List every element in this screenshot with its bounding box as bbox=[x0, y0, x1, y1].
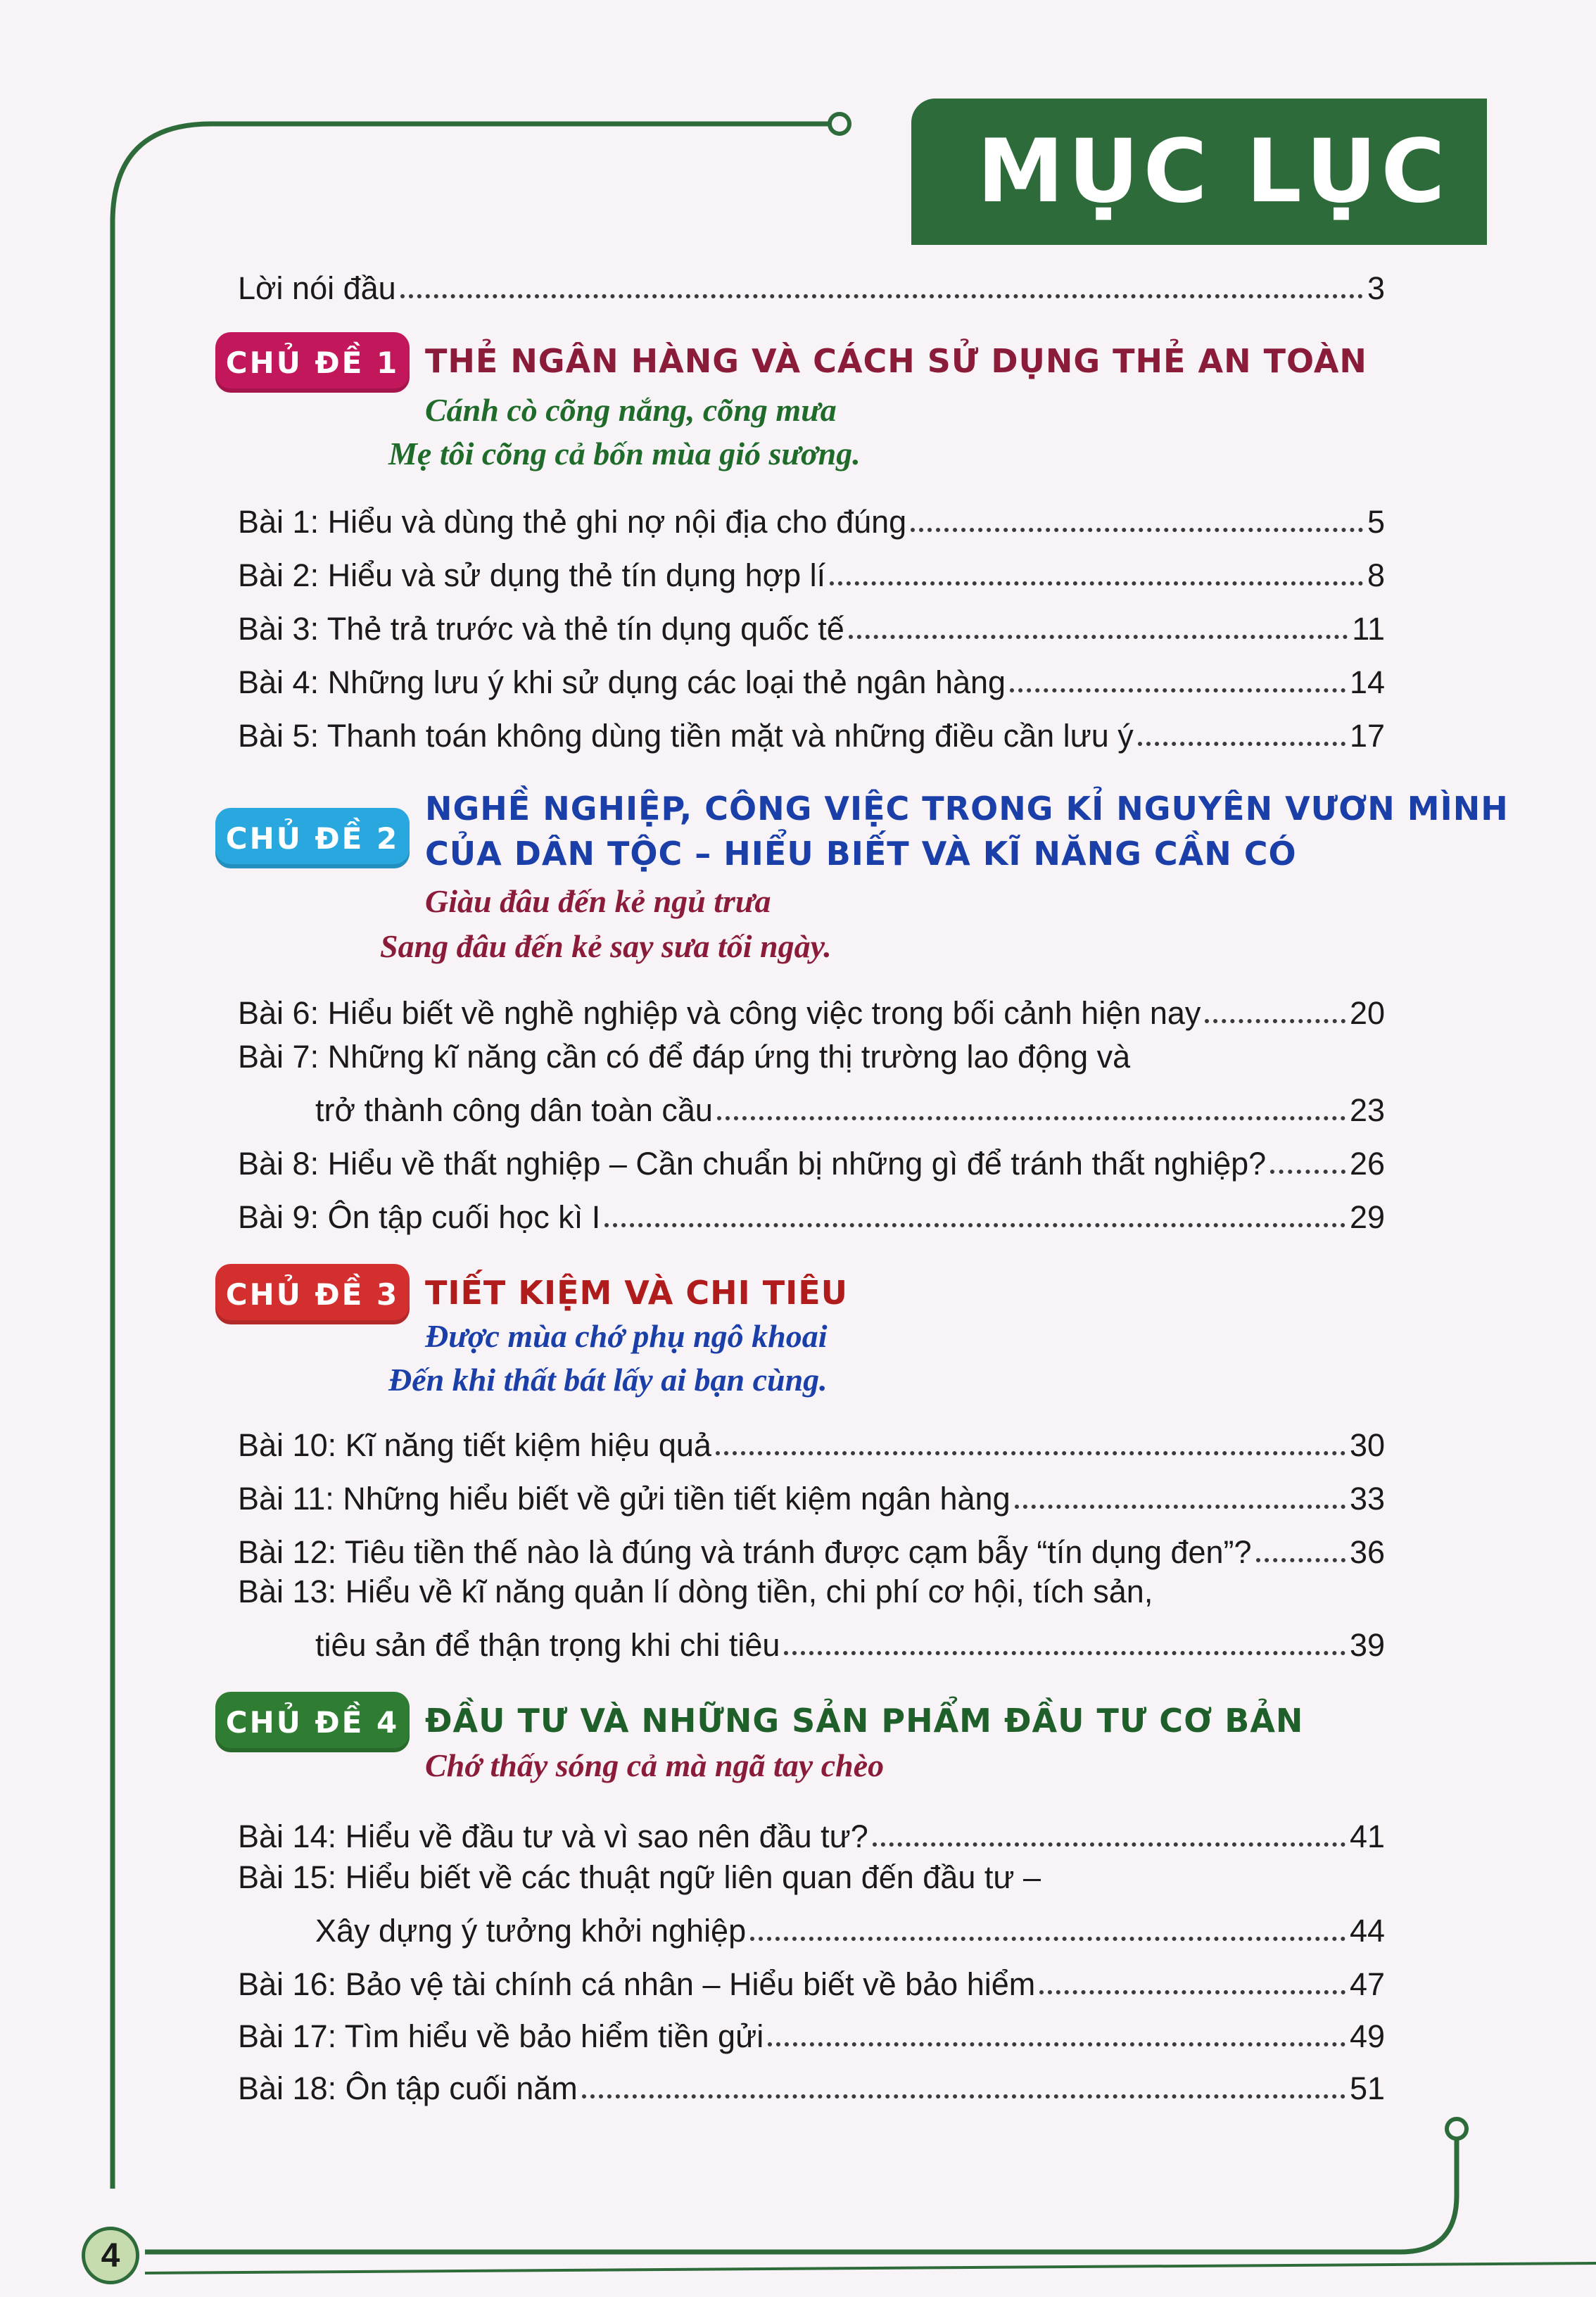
header-title-tab bbox=[911, 99, 1487, 245]
leader-dots bbox=[1010, 688, 1345, 692]
toc-entry-lesson-1[interactable] bbox=[238, 488, 1385, 538]
leader-dots bbox=[1039, 1990, 1345, 1994]
leader-dots bbox=[1205, 1019, 1345, 1023]
toc-entry-lesson-17[interactable] bbox=[238, 2003, 1385, 2052]
toc-entry-page: 3 bbox=[1367, 270, 1385, 306]
toc-entry-page: 39 bbox=[1349, 1627, 1385, 1663]
toc-entry-page: 51 bbox=[1349, 2070, 1385, 2106]
toc-entry-lesson-8[interactable] bbox=[238, 1130, 1385, 1182]
toc-entry-text: Bài 8: Hiểu về thất nghiệp – Cần chuẩn bị những gì để tránh thất nghiệp? bbox=[238, 1146, 1267, 1182]
toc-entry-page: 30 bbox=[1349, 1427, 1385, 1463]
toc-entry-text: Lời nói đầu bbox=[238, 270, 396, 306]
toc-entry-lesson-13[interactable]: Bài 13: Hiểu về kĩ năng quản lí dòng tiền, chi phí cơ hội, tích sản, bbox=[238, 1574, 1153, 1609]
toc-entry-text: trở thành công dân toàn cầu bbox=[315, 1092, 713, 1128]
toc-entry-lesson-7[interactable]: Bài 7: Những kĩ năng cần có để đáp ứng thị trường lao động và bbox=[238, 1039, 1131, 1075]
toc-entry-text: Xây dựng ý tưởng khởi nghiệp bbox=[315, 1913, 747, 1949]
toc-entry-page: 47 bbox=[1349, 1966, 1385, 2002]
leader-dots bbox=[717, 1116, 1345, 1120]
toc-entry-lesson-14[interactable] bbox=[238, 1803, 1385, 1852]
leader-dots bbox=[873, 1842, 1345, 1847]
toc-entry-intro[interactable] bbox=[238, 255, 1385, 304]
toc-entry-text: Bài 17: Tìm hiểu về bảo hiểm tiền gửi bbox=[238, 2018, 764, 2054]
leader-dots bbox=[849, 635, 1348, 639]
toc-entry-page: 44 bbox=[1349, 1913, 1385, 1949]
toc-entry-text: Bài 10: Kĩ năng tiết kiệm hiệu quả bbox=[238, 1427, 711, 1463]
toc-entry-page: 20 bbox=[1349, 995, 1385, 1031]
toc-entry-page: 5 bbox=[1367, 504, 1385, 540]
topic-2-title-line-1: NGHỀ NGHIỆP, CÔNG VIỆC TRONG KỈ NGUYÊN VƯƠN MÌNH bbox=[425, 790, 1509, 828]
leader-dots bbox=[1138, 742, 1345, 746]
leader-dots bbox=[911, 528, 1363, 532]
toc-entry-text: Bài 9: Ôn tập cuối học kì I bbox=[238, 1199, 601, 1235]
topic-1-badge: CHỦ ĐỀ 1 bbox=[215, 332, 410, 393]
leader-dots bbox=[400, 294, 1363, 298]
leader-dots bbox=[582, 2094, 1345, 2099]
toc-entry-page: 17 bbox=[1349, 718, 1385, 754]
topic-2-badge: CHỦ ĐỀ 2 bbox=[215, 808, 410, 868]
toc-entry-text: Bài 12: Tiêu tiền thế nào là đúng và tránh được cạm bẫy “tín dụng đen”? bbox=[238, 1534, 1252, 1570]
toc-entry-text: Bài 11: Những hiểu biết về gửi tiền tiết kiệm ngân hàng bbox=[238, 1481, 1011, 1517]
leader-dots bbox=[784, 1651, 1345, 1655]
toc-entry-page: 36 bbox=[1349, 1534, 1385, 1570]
topic-4-verse-1: Chớ thấy sóng cả mà ngã tay chèo bbox=[425, 1747, 885, 1783]
toc-entry-text: Bài 4: Những lưu ý khi sử dụng các loại thẻ ngân hàng bbox=[238, 664, 1006, 700]
leader-dots bbox=[604, 1223, 1345, 1227]
toc-entry-lesson-7-continuation[interactable] bbox=[315, 1077, 1385, 1126]
toc-entry-text: Bài 1: Hiểu và dùng thẻ ghi nợ nội địa cho đúng bbox=[238, 504, 907, 540]
page-number: 4 bbox=[82, 2227, 139, 2284]
toc-entry-text: Bài 18: Ôn tập cuối năm bbox=[238, 2070, 578, 2106]
topic-2-verse-2: Sang đâu đến kẻ say sưa tối ngày. bbox=[380, 928, 832, 964]
toc-entry-lesson-13-continuation[interactable] bbox=[315, 1612, 1385, 1661]
toc-entry-lesson-11[interactable] bbox=[238, 1465, 1385, 1517]
toc-entry-lesson-4[interactable] bbox=[238, 649, 1385, 698]
leader-dots bbox=[768, 2042, 1345, 2046]
toc-entry-page: 8 bbox=[1367, 557, 1385, 593]
toc-entry-lesson-15-continuation[interactable] bbox=[315, 1897, 1385, 1947]
topic-2-verse-1: Giàu đâu đến kẻ ngủ trưa bbox=[425, 883, 771, 919]
topic-3-verse-1: Được mùa chớ phụ ngô khoai bbox=[425, 1318, 828, 1354]
toc-entry-text: Bài 6: Hiểu biết về nghề nghiệp và công việc trong bối cảnh hiện nay bbox=[238, 995, 1201, 1031]
toc-entry-page: 49 bbox=[1349, 2018, 1385, 2054]
toc-entry-page: 26 bbox=[1349, 1146, 1385, 1182]
topic-4-badge: CHỦ ĐỀ 4 bbox=[215, 1692, 410, 1752]
toc-entry-lesson-9[interactable] bbox=[238, 1184, 1385, 1233]
toc-entry-page: 33 bbox=[1349, 1481, 1385, 1517]
toc-entry-lesson-6[interactable] bbox=[238, 980, 1385, 1029]
toc-entry-lesson-5[interactable] bbox=[238, 702, 1385, 752]
toc-entry-page: 23 bbox=[1349, 1092, 1385, 1128]
topic-2-title-line-2: CỦA DÂN TỘC – HIỂU BIẾT VÀ KĨ NĂNG CẦN CÓ bbox=[425, 835, 1297, 873]
leader-dots bbox=[1015, 1505, 1345, 1509]
topic-4-title: ĐẦU TƯ VÀ NHỮNG SẢN PHẨM ĐẦU TƯ CƠ BẢN bbox=[425, 1702, 1304, 1740]
toc-entry-text: Bài 14: Hiểu về đầu tư và vì sao nên đầu tư? bbox=[238, 1818, 868, 1854]
topic-1-verse-2: Mẹ tôi cõng cả bốn mùa gió sương. bbox=[388, 436, 861, 472]
topic-1-verse-1: Cánh cò cõng nắng, cõng mưa bbox=[425, 392, 837, 428]
toc-entry-page: 41 bbox=[1349, 1818, 1385, 1854]
toc-entry-lesson-18[interactable] bbox=[238, 2055, 1385, 2104]
leader-dots bbox=[1270, 1170, 1345, 1174]
toc-entry-text: Bài 16: Bảo vệ tài chính cá nhân – Hiểu biết về bảo hiểm bbox=[238, 1966, 1036, 2002]
leader-dots bbox=[830, 581, 1363, 586]
toc-entry-page: 29 bbox=[1349, 1199, 1385, 1235]
toc-entry-text: Bài 2: Hiểu và sử dụng thẻ tín dụng hợp lí bbox=[238, 557, 826, 593]
topic-1-title: THẺ NGÂN HÀNG VÀ CÁCH SỬ DỤNG THẺ AN TOÀN bbox=[425, 342, 1367, 380]
toc-entry-page: 14 bbox=[1349, 664, 1385, 700]
toc-entry-text: Bài 3: Thẻ trả trước và thẻ tín dụng quốc tế bbox=[238, 611, 844, 647]
topic-3-verse-2: Đến khi thất bát lấy ai bạn cùng. bbox=[388, 1362, 828, 1398]
toc-entry-lesson-10[interactable] bbox=[238, 1412, 1385, 1461]
toc-entry-lesson-2[interactable] bbox=[238, 542, 1385, 591]
toc-entry-text: tiêu sản để thận trọng khi chi tiêu bbox=[315, 1627, 780, 1663]
page-title: MỤC LỤC bbox=[977, 121, 1450, 222]
toc-entry-lesson-15[interactable]: Bài 15: Hiểu biết về các thuật ngữ liên quan đến đầu tư – bbox=[238, 1859, 1041, 1895]
leader-dots bbox=[750, 1937, 1345, 1941]
toc-entry-lesson-3[interactable] bbox=[238, 595, 1385, 645]
topic-3-title: TIẾT KIỆM VÀ CHI TIÊU bbox=[425, 1274, 849, 1312]
toc-entry-page: 11 bbox=[1352, 611, 1385, 647]
toc-entry-lesson-16[interactable] bbox=[238, 1951, 1385, 2000]
topic-3-badge: CHỦ ĐỀ 3 bbox=[215, 1264, 410, 1324]
toc-entry-lesson-12[interactable] bbox=[238, 1519, 1385, 1568]
toc-entry-text: Bài 5: Thanh toán không dùng tiền mặt và những điều cần lưu ý bbox=[238, 718, 1134, 754]
leader-dots bbox=[1256, 1558, 1345, 1562]
leader-dots bbox=[716, 1451, 1345, 1455]
